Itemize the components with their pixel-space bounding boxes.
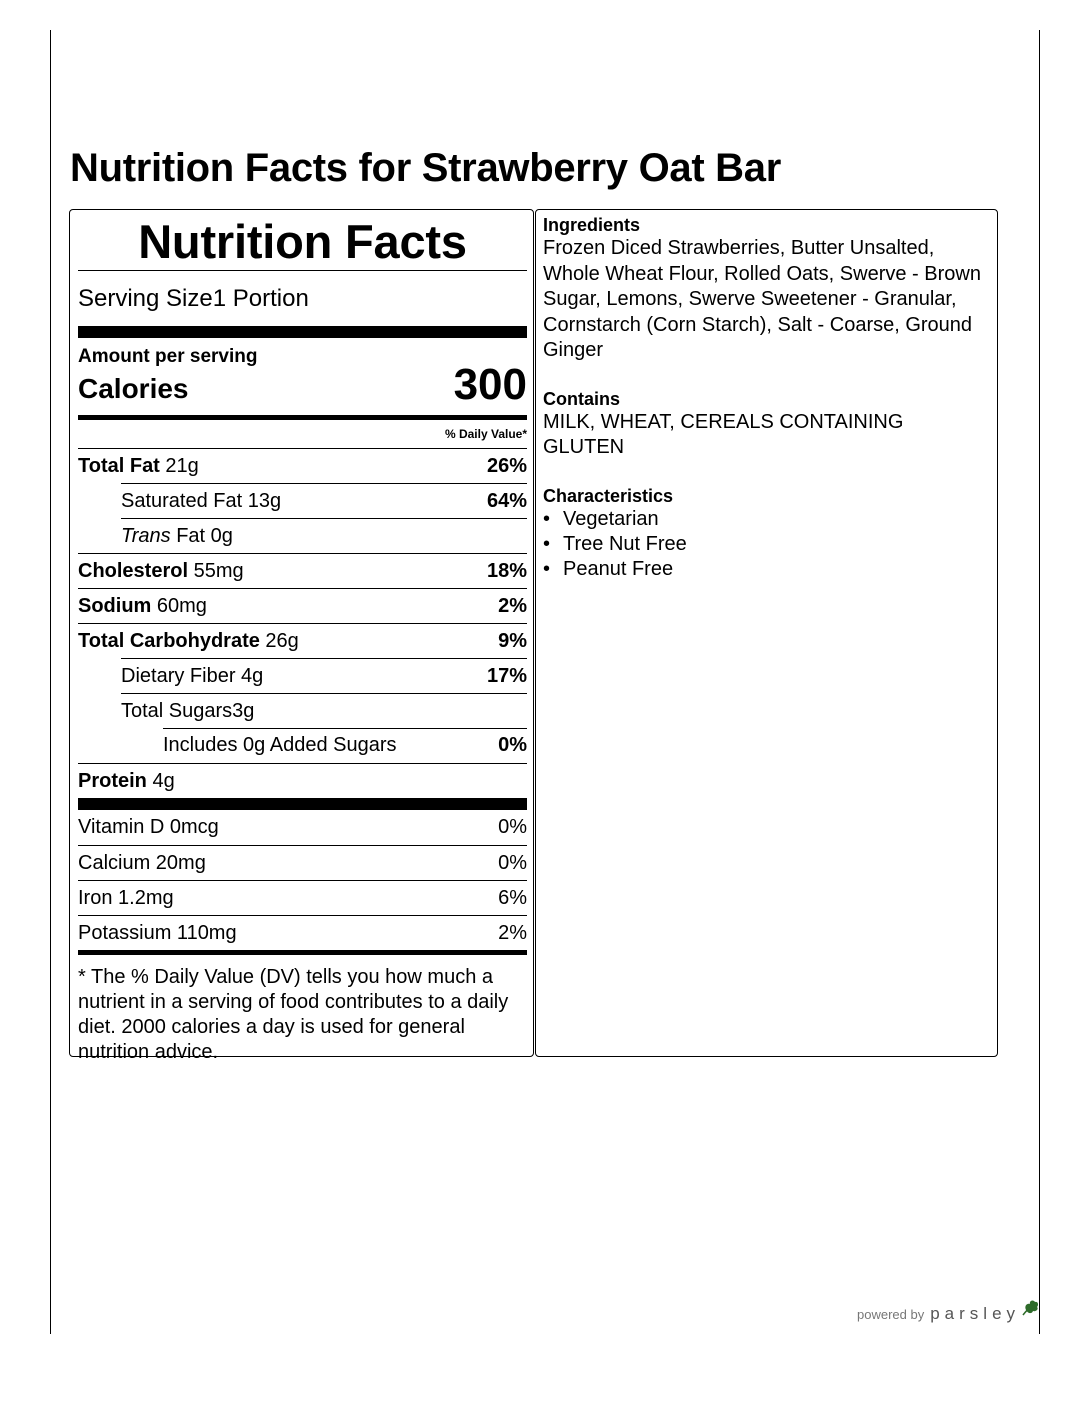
- nutrient-name: Dietary Fiber: [121, 664, 236, 687]
- calories-value: 300: [453, 360, 527, 409]
- potassium-row: [78, 915, 527, 950]
- nutrient-name: Includes 0g Added Sugars: [163, 734, 397, 756]
- powered-by-footer: [857, 1304, 1040, 1324]
- page-title: Nutrition Facts for Strawberry Oat Bar: [70, 146, 781, 190]
- characteristics-list: [543, 507, 990, 582]
- daily-value-footnote: * The % Daily Value (DV) tells you how much a nutrient in a serving of food contributes to a daily diet. 2000 calories a day is used for general nutrition advice.: [78, 966, 509, 1063]
- thick-divider: [78, 326, 527, 338]
- thick-divider: [78, 798, 527, 810]
- brand-name: parsley: [930, 1304, 1021, 1323]
- sodium-row: [78, 588, 527, 623]
- characteristics-title: Characteristics: [543, 485, 674, 506]
- added-sugars-row: [163, 728, 527, 763]
- amount-per-serving-label: Amount per serving: [78, 346, 258, 367]
- nutrient-amount: 4g: [235, 664, 264, 687]
- protein-row: [78, 763, 527, 798]
- nutrient-amount: 55mg: [188, 559, 244, 582]
- nutrient-percent: 64%: [486, 489, 527, 512]
- nutrient-amount: 26g: [259, 629, 299, 652]
- list-item: • Vegetarian: [543, 507, 990, 532]
- nutrient-percent: 0%: [498, 816, 527, 838]
- nutrient-name: Saturated Fat: [121, 489, 243, 512]
- nutrient-percent: 17%: [486, 664, 527, 687]
- cholesterol-row: [78, 553, 527, 588]
- nutrient-percent: 0%: [498, 734, 527, 756]
- nutrient-percent: 0%: [498, 851, 527, 874]
- page-right-border: [1039, 30, 1040, 1334]
- calcium-row: [78, 845, 527, 880]
- powered-by-text: powered by: [857, 1306, 925, 1322]
- dietary-fiber-row: [121, 658, 527, 693]
- nutrition-label: [69, 209, 534, 1063]
- ingredients-text: Frozen Diced Strawberries, Butter Unsalted, Whole Wheat Flour, Rolled Oats, Swerve - Brown Sugar, Lemons, Swerve Sweetener - Granular, Cornstarch (Corn Starch), Salt - Coarse, Ground Ginger: [543, 237, 981, 361]
- ingredients-title: Ingredients: [543, 215, 641, 235]
- list-item: • Peanut Free: [543, 557, 990, 582]
- nutrient-percent: 2%: [498, 594, 527, 617]
- nutrient-amount: 60mg: [151, 594, 207, 617]
- nutrient-amount: 0g: [205, 524, 233, 547]
- contains-text: MILK, WHEAT, CEREALS CONTAINING GLUTEN: [543, 410, 904, 458]
- total-fat-row: [78, 448, 527, 483]
- serving-size-label: Serving Size: [78, 284, 213, 312]
- page-left-border: [50, 30, 51, 1334]
- vitamin-d-row: [78, 810, 527, 845]
- nutrient-amount: 4g: [146, 769, 175, 792]
- contains-title: Contains: [543, 388, 621, 409]
- nutrient-percent: 6%: [498, 886, 527, 909]
- nutrient-name: Potassium 110mg: [78, 921, 237, 944]
- amount-per-serving-block: [78, 338, 527, 415]
- nutrient-name: Vitamin D 0mcg: [78, 816, 219, 838]
- divider: [163, 728, 527, 729]
- nutrient-percent: 26%: [486, 454, 527, 477]
- parsley-leaf-icon: [1020, 1298, 1040, 1318]
- nutrient-amount: 3g: [232, 699, 255, 722]
- nutrient-percent: 2%: [498, 921, 527, 944]
- nutrient-amount: 21g: [159, 454, 199, 477]
- calories-row: [78, 362, 527, 408]
- nutrient-name: Iron 1.2mg: [78, 886, 174, 909]
- saturated-fat-row: [121, 483, 527, 518]
- nutrient-percent: 9%: [498, 629, 527, 652]
- nutrient-name: Total Sugars: [121, 699, 233, 722]
- serving-size-value: 1 Portion: [212, 284, 309, 312]
- daily-value-header: % Daily Value*: [444, 427, 527, 441]
- nutrient-name-italic: Trans: [121, 524, 171, 547]
- nutrient-percent: 18%: [486, 559, 527, 582]
- nutrient-name: Protein: [78, 769, 147, 792]
- nutrient-name: Sodium: [78, 594, 152, 617]
- product-info-panel: [535, 209, 998, 1057]
- calories-label: Calories: [78, 373, 189, 404]
- iron-row: [78, 880, 527, 915]
- nutrient-name: Cholesterol: [78, 559, 189, 582]
- nutrient-amount: 13g: [242, 489, 282, 512]
- nutrient-name: Total Carbohydrate: [78, 629, 260, 652]
- nutrient-name: Fat: [170, 524, 206, 547]
- total-sugars-row: [121, 693, 527, 728]
- total-carbohydrate-row: [78, 623, 527, 658]
- nutrient-name: Calcium 20mg: [78, 851, 206, 874]
- nutrient-name: Total Fat: [78, 454, 160, 477]
- serving-size: [78, 271, 527, 326]
- trans-fat-row: [121, 518, 527, 553]
- list-item: • Tree Nut Free: [543, 532, 990, 557]
- nutrition-facts-heading: Nutrition Facts: [138, 215, 467, 268]
